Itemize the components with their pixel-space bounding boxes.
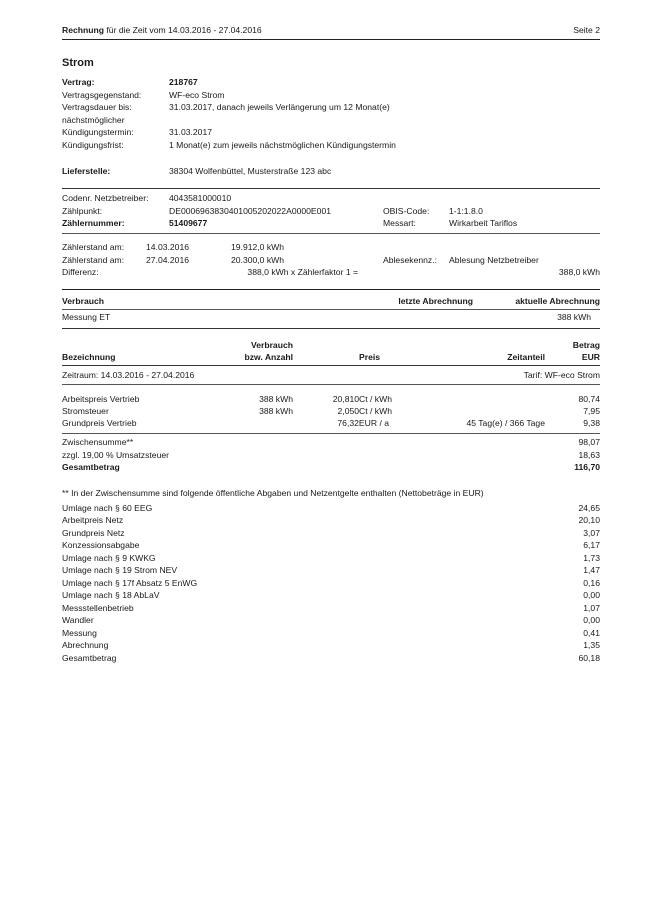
col-verbrauch: Verbrauch [250,340,293,350]
col-betrag-sub: EUR [581,352,600,362]
total-label: zzgl. 19,00 % Umsatzsteuer [62,450,169,460]
reading-date: 27.04.2016 [146,255,190,265]
levy-value: 0,16 [583,578,600,588]
footnote: ** In der Zwischensumme sind folgende öffentliche Abgaben und Netzentgelte enthalten (Nettobeträge in EUR) [62,488,484,498]
levy-value: 0,41 [583,628,600,638]
item-price: 76,32EUR / a [337,418,389,428]
diff-calc: 388,0 kWh x Zählerfaktor 1 = [247,267,358,277]
levy-label: Wandler [62,615,94,625]
item-amount: 80,74 [578,394,600,404]
item-name: Grundpreis Vertrieb [62,418,137,428]
delivery-value: 38304 Wolfenbüttel, Musterstraße 123 abc [169,166,332,176]
consumption-row-label: Messung ET [62,312,111,322]
reading-date: 14.03.2016 [146,242,190,252]
levy-total-label: Gesamtbetrag [62,653,117,663]
item-qty: 388 kWh [259,406,293,416]
ablese-label: Ablesekennz.: [383,255,437,265]
contract-value: 31.03.2017, danach jeweils Verlängerung um 12 Monat(e) [169,102,390,112]
reading-value: 19.912,0 kWh [231,242,285,252]
consumption-bottom-divider [62,328,600,329]
levy-label: Abrechnung [62,640,109,650]
zaehlpunkt-label: Zählpunkt: [62,206,103,216]
consumption-header-last: letzte Abrechnung [398,296,473,306]
consumption-header-current: aktuelle Abrechnung [515,296,600,306]
grand-total-value: 116,70 [574,462,600,472]
total-value: 18,63 [578,450,600,460]
zaehlpunkt-value: DE0006963830401005202022A0000E001 [169,206,332,216]
levy-label: Umlage nach § 9 KWKG [62,553,156,563]
consumption-header: Verbrauch [62,296,105,306]
contract-value: WF-eco Strom [169,90,225,100]
consumption-top-divider [62,289,600,290]
items-header-divider [62,365,600,366]
diff-result: 388,0 kWh [558,267,600,277]
contract-label: Kündigungstermin: [62,127,134,137]
codenr-label: Codenr. Netzbetreiber: [62,193,149,203]
item-name: Stromsteuer [62,406,109,416]
item-share: 45 Tag(e) / 366 Tage [466,418,545,428]
levy-value: 24,65 [578,503,600,513]
tariff-label: Tarif: WF-eco Strom [523,370,600,380]
total-value: 98,07 [578,437,600,447]
levy-value: 3,07 [583,528,600,538]
levy-value: 1,35 [583,640,600,650]
contract-label: Vertragsgegenstand: [62,90,142,100]
total-label: Zwischensumme** [62,437,134,447]
codenr-value: 4043581000010 [169,193,232,203]
messart-value: Wirkarbeit Tariflos [449,218,518,228]
contract-value: 31.03.2017 [169,127,213,137]
grand-total-label: Gesamtbetrag [62,462,120,472]
item-price: 2,050Ct / kWh [337,406,392,416]
zaehlernummer-label: Zählernummer: [62,218,125,228]
levy-value: 1,07 [583,603,600,613]
levy-label: Konzessionsabgabe [62,540,140,550]
period-label: Zeitraum: 14.03.2016 - 27.04.2016 [62,370,195,380]
contract-label: Vertragsdauer bis: [62,102,132,112]
contract-label: Vertrag: [62,77,95,87]
meter-divider [62,233,600,234]
col-bezeichnung: Bezeichnung [62,352,116,362]
levy-value: 1,47 [583,565,600,575]
header-title-rest: für die Zeit vom 14.03.2016 - 27.04.2016 [106,25,262,35]
diff-label: Differenz: [62,267,99,277]
reading-label: Zählerstand am: [62,255,125,265]
delivery-divider [62,188,600,189]
section-title: Strom [62,57,94,69]
period-divider [62,384,600,385]
col-zeitanteil: Zeitanteil [507,352,545,362]
messart-label: Messart: [383,218,416,228]
levy-value: 20,10 [578,515,600,525]
col-preis: Preis [359,352,381,362]
obis-value: 1-1:1.8.0 [449,206,483,216]
levy-label: Messung [62,628,97,638]
levy-total-value: 60,18 [578,653,600,663]
levy-label: Umlage nach § 19 Strom NEV [62,565,178,575]
item-name: Arbeitspreis Vertrieb [62,394,140,404]
ablese-value: Ablesung Netzbetreiber [449,255,539,265]
item-amount: 9,38 [583,418,600,428]
levy-label: Arbeitpreis Netz [62,515,124,525]
levy-label: Umlage nach § 60 EEG [62,503,153,513]
reading-label: Zählerstand am: [62,242,125,252]
levy-label: Grundpreis Netz [62,528,125,538]
contract-value: 1 Monat(e) zum jeweils nächstmöglichen Kündigungstermin [169,140,396,150]
items-divider [62,433,600,434]
levy-label: Umlage nach § 17f Absatz 5 EnWG [62,578,198,588]
levy-label: Umlage nach § 18 AbLaV [62,590,160,600]
header-divider [62,39,600,40]
col-betrag: Betrag [572,340,600,350]
levy-value: 0,00 [583,590,600,600]
levy-value: 0,00 [583,615,600,625]
obis-label: OBIS-Code: [383,206,430,216]
delivery-label: Lieferstelle: [62,166,111,176]
item-qty: 388 kWh [259,394,293,404]
page-number: Seite 2 [573,25,600,35]
contract-value: 218767 [169,77,198,87]
page-header-title [62,25,262,36]
contract-label: Kündigungsfrist: [62,140,124,150]
consumption-header-divider [62,309,600,310]
zaehlernummer-value: 51409677 [169,218,208,228]
col-verbrauch-sub: bzw. Anzahl [244,352,293,362]
item-amount: 7,95 [583,406,600,416]
levy-value: 6,17 [583,540,600,550]
consumption-row-value: 388 kWh [557,312,591,322]
item-price: 20,810Ct / kWh [332,394,392,404]
levy-label: Messstellenbetrieb [62,603,134,613]
reading-value: 20.300,0 kWh [231,255,285,265]
contract-label: nächstmöglicher [62,115,125,125]
levy-value: 1,73 [583,553,600,563]
header-title-bold: Rechnung [62,25,105,35]
